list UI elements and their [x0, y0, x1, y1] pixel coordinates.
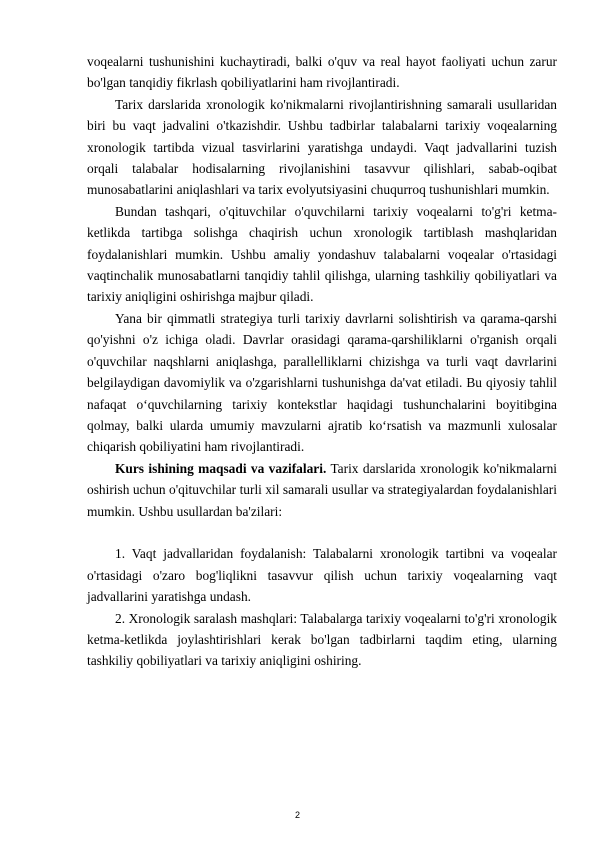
list-item-2: 2. Xronologik saralash mashqlari: Talabalarga tarixiy voqealarni to'g'ri xronologik ketma-ketlikda joylashtirishlari kerak bo'lgan tadbirlarni taqdim eting, ularning tashkiliy qobiliyatlari va tarixiy aniqligini oshiring. — [87, 610, 557, 669]
blank-line — [87, 522, 557, 543]
page-number: 2 — [294, 810, 300, 820]
paragraph-comparison: Yana bir qimmatli strategiya turli tarixiy davrlarni solishtirish va qarama-qarshi qo'yishni o'z ichiga oladi. Davrlar orasidagi qarama-qarshiliklarni o'rganish orqali o'quvchilar naqshlarni aniqlashga, parallelliklarni chizishga va turli vaqt davrlarini belgilaydigan davomiylik va o'zgarishlarni tushunishga da'vat etiladi. Bu qiyosiy tahlil nafaqat o‘quvchilarning tarixiy kontekstlar haqidagi tushunchalarini boyitibgina qolmay, balki ularda umumiy mavzularni ajratib ko‘rsatish va mazmunli xulosalar chiqarish qobiliyatini ham rivojlantiradi. — [87, 310, 557, 455]
goals-heading: Kurs ishining maqsadi va vazifalari. — [115, 460, 327, 476]
goals-text: Tarix darslarida xronologik ko'nikmalarni oshirish uchun o'qituvchilar turli xil samarali usullar va strategiyalardan foydalanishlari mumkin. Ushbu usullardan ba'zilari: — [87, 460, 557, 519]
paragraph-sequencing: Bundan tashqari, o'qituvchilar o'quvchilarni tarixiy voqealarni to'g'ri ketma-ketlikda tartibga solishga chaqirish uchun xronologik tartiblash mashqlaridan foydalanishlari mumkin. Ushbu amaliy yondashuv talabalarni voqealar o'rtasidagi vaqtinchalik munosabatlarni tanqidiy tahlil qilishga, ularning tashkiliy qobiliyatlari va tarixiy aniqligini oshirishga majbur qiladi. — [87, 203, 557, 305]
paragraph-goals — [87, 458, 557, 522]
paragraph-continued: voqealarni tushunishini kuchaytiradi, balki o'quv va real hayot faoliyati uchun zarur bo'lgan tanqidiy fikrlash qobiliyatlarini ham rivojlantiradi. — [87, 54, 557, 91]
document-page — [87, 51, 557, 672]
list-item-1: 1. Vaqt jadvallaridan foydalanish: Talabalarni xronologik tartibni va voqealar o'rtasidagi o'zaro bog'liqlikni tasavvur qilish uchun tarixiy voqealarning vaqt jadvallarini yaratishga undash. — [87, 546, 557, 605]
paragraph-timelines: Tarix darslarida xronologik ko'nikmalarni rivojlantirishning samarali usullaridan biri bu vaqt jadvalini o'tkazishdir. Ushbu tadbirlar talabalarni tarixiy voqealarning xronologik tartibda vizual tasvirlarini yaratishga undaydi. Vaqt jadvallarini tuzish orqali talabalar hodisalarning rivojlanishini tasavvur qilishlari, sabab-oqibat munosabatlarini aniqlashlari va tarix evolyutsiyasini chuqurroq tushunishlari mumkin. — [87, 96, 557, 198]
